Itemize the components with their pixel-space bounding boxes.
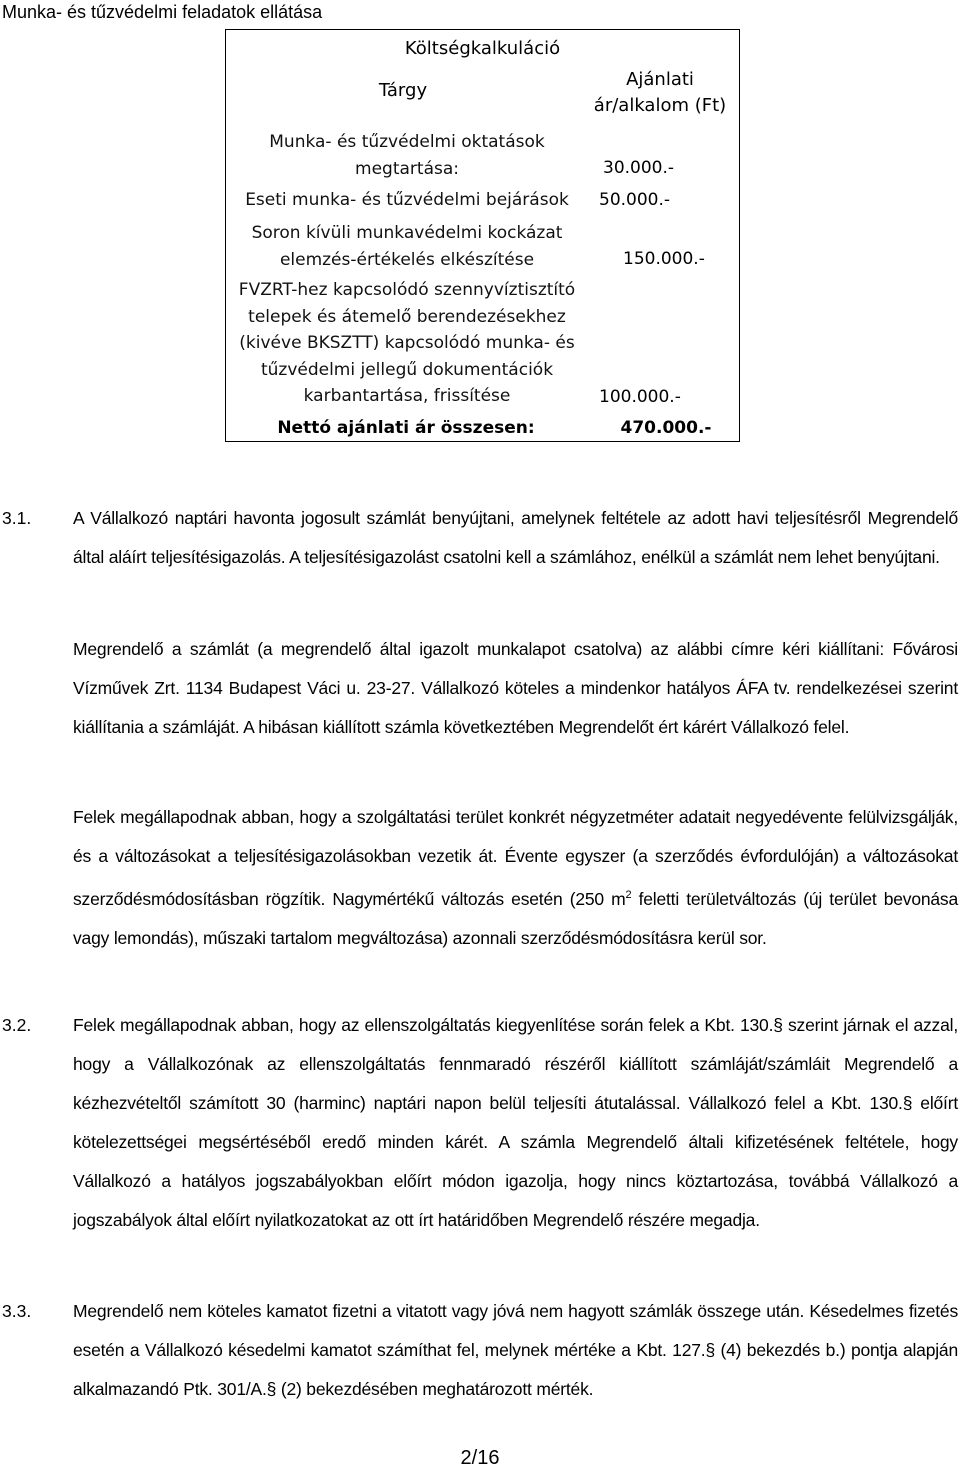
table-row-price: 50.000.- — [599, 190, 671, 210]
row-line: megtartása: — [355, 158, 459, 179]
column-header-subject: Tárgy — [378, 80, 428, 101]
table-row-price: 150.000.- — [623, 249, 705, 269]
table-row-subject — [226, 220, 588, 273]
section-3-2-paragraph: Felek megállapodnak abban, hogy az ellenszolgáltatás kiegyenlítése során felek a Kbt. 130.§ szerint járnak el azzal, hogy a Vállalkozónak az ellenszolgáltatás fennmaradó részéről kiállított számláját/számláit Megrendelő a kézhezvételtől számított 30 (harminc) naptári napon belül teljesíti átutalással. Vállalkozó felel a Kbt. 130.§ előírt kötelezettségei megsértéséből eredő minden kárét. A számla Megrendelő általi kifizetésének feltétele, hogy Vállalkozó a hatályos jogszabályokban előírt módon igazolja, hogy nincs köztartozása, továbbá Vállalkozó a jogszabályok által előírt nyilatkozatokat az ott írt határidőben Megrendelő részére megadja. — [73, 1015, 958, 1230]
row-line: karbantartása, frissítése — [303, 386, 511, 406]
page-number: 2/16 — [460, 1447, 500, 1469]
section-3-3-paragraph: Megrendelő nem köteles kamatot fizetni a vitatott vagy jóvá nem hagyott számlák összege után. Késedelmes fizetés esetén a Vállalkozó késedelmi kamatot számíthat fel, melynek mértéke a Kbt. 127.§ (4) bekezdés b.) pontja alapján alkalmazandó Ptk. 301/A.§ (2) bekezdésében meghatározott mérték. — [73, 1301, 958, 1399]
column-header-price — [580, 67, 740, 119]
row-line: Soron kívüli munkavédelmi kockázat — [251, 223, 563, 243]
section-number-3-2: 3.2. — [2, 1015, 32, 1035]
section-3-1-paragraph-2: Megrendelő a számlát (a megrendelő által igazolt munkalapot csatolva) az alábbi címre kéri kiállítani: Fővárosi Vízművek Zrt. 1134 Budapest Váci u. 23-27. Vállalkozó köteles a mindenkor hatályos ÁFA tv. rendelkezései szerint kiállítania a számláját. A hibásan kiállított számla következtében Megrendelőt ért kárért Vállalkozó felel. — [73, 639, 958, 737]
total-price: 470.000.- — [620, 418, 712, 438]
column-header-price-line1: Ajánlati — [626, 69, 694, 90]
section-number-3-3: 3.3. — [2, 1301, 32, 1321]
table-title: Költségkalkuláció — [404, 38, 561, 59]
superscript: 2 — [625, 889, 632, 901]
row-line: Munka- és tűzvédelmi oktatások — [269, 132, 545, 152]
section-3-1-paragraph-1: A Vállalkozó naptári havonta jogosult számlát benyújtani, amelynek feltétele az adott havi teljesítésről Megrendelő által aláírt teljesítésigazolás. A teljesítésigazolást csatolni kell a számlához, enélkül a számlát nem lehet benyújtani. — [73, 508, 958, 567]
section-3-1-paragraph-3 — [73, 798, 958, 958]
table-row-subject — [226, 187, 588, 214]
column-header-price-line2: ár/alkalom (Ft) — [593, 95, 727, 116]
row-line: elemzés-értékelés elkészítése — [279, 249, 535, 270]
cost-calculation-table — [225, 29, 740, 442]
row-line: FVZRT-hez kapcsolódó szennyvíztisztító — [238, 280, 576, 300]
table-row-price: 30.000.- — [603, 158, 675, 178]
row-line: tűzvédelmi jellegű dokumentációk — [260, 359, 554, 380]
paragraph-text: Felek megállapodnak abban, hogy a szolgáltatási terület konkrét négyzetméter adatait negyedévente felülvizsgálják, és a változásokat a teljesítésigazolásokban vezetik át. Évente egyszer (a szerződés évfordulóján) a változásokat szerződésmódosításban rögzítik. Nagymértékű változás esetén (250 m — [73, 807, 958, 909]
table-row-price: 100.000.- — [599, 387, 681, 407]
page-header-title: Munka- és tűzvédelmi feladatok ellátása — [2, 2, 323, 22]
row-line: Eseti munka- és tűzvédelmi bejárások — [245, 190, 569, 210]
table-row-subject — [226, 129, 588, 182]
paragraph-text: feletti területváltozás (új terület bevonása vagy lemondás), műszaki tartalom megváltozása) azonnali szerződésmódosításra kerül sor. — [73, 888, 958, 948]
total-label: Nettó ajánlati ár összesen: — [277, 418, 535, 438]
table-row-subject — [226, 277, 588, 410]
section-number-3-1: 3.1. — [2, 508, 32, 528]
row-line: (kivéve BKSZTT) kapcsolódó munka- és — [239, 333, 575, 353]
row-line: telepek és átemelő berendezésekhez — [248, 306, 566, 327]
